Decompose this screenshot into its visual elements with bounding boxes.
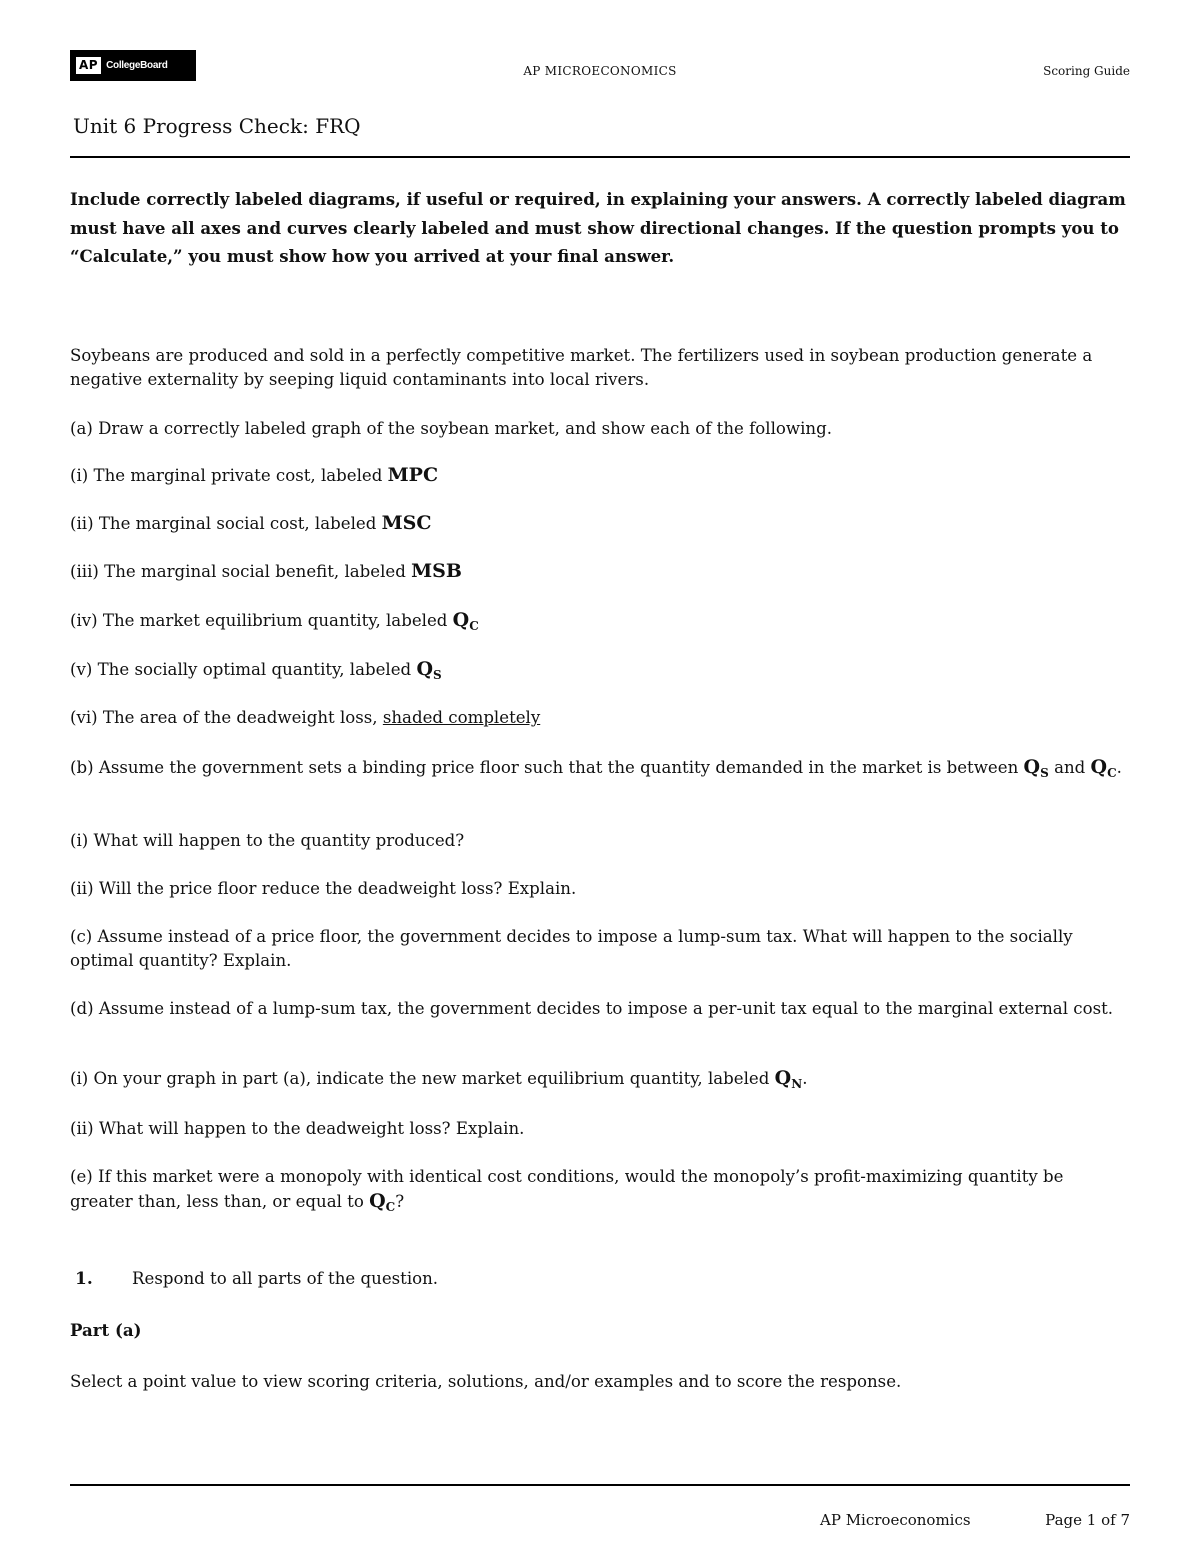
question-b-ii: (ii) Will the price floor reduce the deadweight loss? Explain.: [70, 879, 577, 898]
question-number: 1.: [75, 1269, 93, 1289]
symbol-mpc: MPC: [387, 464, 439, 486]
question-a-iv: [70, 608, 1130, 638]
question-d-ii: (ii) What will happen to the deadweight loss? Explain.: [70, 1119, 525, 1138]
question-b-and: and: [1054, 758, 1086, 777]
symbol-msc: MSC: [381, 512, 432, 534]
question-a-v-text: (v) The socially optimal quantity, labeled: [70, 660, 412, 679]
logo-ap-mark: AP: [76, 57, 101, 74]
question-intro: Soybeans are produced and sold in a perfectly competitive market. The fertilizers used in soybean production generate a negative externality by seeping liquid contaminants into local rivers.: [70, 346, 1093, 389]
symbol-qs: $Q_S$: [1023, 756, 1049, 780]
document-page: [70, 0, 1130, 1553]
question-d: (d) Assume instead of a lump-sum tax, the government decides to impose a per-unit tax equal to the marginal external cost.: [70, 999, 1114, 1018]
question-a-ii-text: (ii) The marginal social cost, labeled: [70, 514, 377, 533]
footer-page-number: Page 1 of 7: [1045, 1511, 1130, 1529]
symbol-msb: MSB: [411, 560, 462, 582]
question-a-vi-underlined: shaded completely: [382, 708, 541, 727]
question-a-iii: [70, 559, 1130, 584]
question-a-v: [70, 657, 1130, 687]
question-c: (c) Assume instead of a price floor, the government decides to impose a lump-sum tax. What will happen to the socially optimal quantity? Explain.: [70, 927, 1073, 970]
question-a-iii-text: (iii) The marginal social benefit, labeled: [70, 562, 406, 581]
symbol-qc: $Q_C$: [452, 609, 479, 633]
question-a: (a) Draw a correctly labeled graph of the soybean market, and show each of the following.: [70, 419, 832, 438]
logo-brand-text: CollegeBoard: [106, 60, 168, 71]
question-a-i: [70, 463, 1130, 488]
question-e-text: (e) If this market were a monopoly with identical cost conditions, would the monopoly’s profit-maximizing quantity be greater than, less than, or equal to: [70, 1167, 1064, 1211]
symbol-qs: $Q_S$: [416, 658, 442, 682]
part-a-heading: Part (a): [70, 1320, 142, 1340]
question-d-i: (i) On your graph in part (a), indicate the new market equilibrium quantity, labeled $Q_N$.: [70, 1067, 808, 1091]
select-point-value-text: Select a point value to view scoring criteria, solutions, and/or examples and to score the response.: [70, 1372, 902, 1391]
question-d-i-text: (i) On your graph in part (a), indicate the new market equilibrium quantity, labeled: [70, 1069, 770, 1088]
question-a-ii: [70, 511, 1130, 536]
question-a-vi-text: (vi) The area of the deadweight loss,: [70, 708, 378, 727]
header-guide: Scoring Guide: [1043, 64, 1130, 78]
instructions-text: Include correctly labeled diagrams, if useful or required, in explaining your answers. A correctly labeled diagram must have all axes and curves clearly labeled and must show directional changes. If the question prompts you to “Calculate,” you must show how you arrived at your final answer.: [70, 189, 1126, 266]
bottom-divider: [70, 1484, 1130, 1486]
top-divider: [70, 156, 1130, 158]
question-b-text: (b) Assume the government sets a binding price floor such that the quantity demanded in the market is between: [70, 758, 1019, 777]
question-a-i-text: (i) The marginal private cost, labeled: [70, 466, 383, 485]
question-b: (b) Assume the government sets a binding price floor such that the quantity demanded in the market is between $Q_S$ and $Q_C$.: [70, 756, 1122, 780]
page-title: Unit 6 Progress Check: FRQ: [73, 114, 361, 138]
symbol-qc: $Q_C$: [1090, 756, 1117, 780]
response-prompt: Respond to all parts of the question.: [132, 1269, 439, 1288]
header-course: AP MICROECONOMICS: [523, 64, 677, 78]
question-e: (e) If this market were a monopoly with identical cost conditions, would the monopoly’s profit-maximizing quantity be greater than, less than, or equal to $Q_C$?: [70, 1167, 1064, 1214]
question-a-vi: [70, 706, 1130, 730]
question-a-iv-text: (iv) The market equilibrium quantity, labeled: [70, 611, 448, 630]
footer-course: AP Microeconomics: [820, 1511, 971, 1529]
question-b-i: (i) What will happen to the quantity produced?: [70, 831, 465, 850]
symbol-qn: $Q_N$: [774, 1067, 803, 1091]
symbol-qc: $Q_C$: [369, 1190, 396, 1214]
